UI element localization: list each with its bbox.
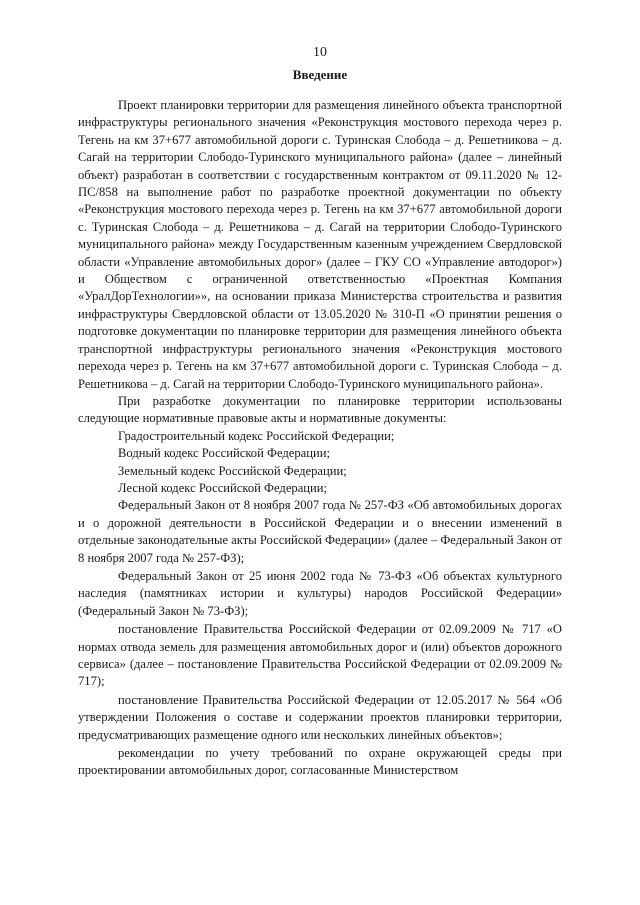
intro-paragraph: Проект планировки территории для размещения линейного объекта транспортной инфраструктуры регионального значения «Реконструкция мостового перехода через р. Тегень на км 37+677 автомобильной дороги с. Туринская Слобода – д. Решетникова – д. Сагай на территории Слободо-Туринского муниципального района» (далее – линейный объект) разработан в соответствии с государственным контрактом от 09.11.2020 № 12-ПС/858 на выполнение работ по разработке проектной документации по объекту «Реконструкция мостового перехода через р. Тегень на км 37+677 автомобильной дороги с. Туринская Слобода – д. Решетникова – д. Сагай на территории Слободо-Туринского муниципального района» между Государственным казенным учреждением Свердловской области «Управление автомобильных дорог» (далее – ГКУ СО «Управление автодорог») и Обществом с ограниченной ответственностью «Проектная Компания «УралДорТехнологии»», на основании приказа Министерства строительства и развития инфраструктуры Свердловской области от 13.05.2020 № 310-П «О принятии решения о подготовке документации по планировке территории для размещения линейного объекта транспортной инфраструктуры регионального значения «Реконструкция мостового перехода через р. Тегень на км 37+677 автомобильной дороги с. Туринская Слобода – д. Решетникова – д. Сагай на территории Слободо-Туринского муниципального района». xyxy=(78,98,562,391)
list-item: рекомендации по учету требований по охране окружающей среды при проектировании автомобильных дорог, согласованные Министерством xyxy=(78,746,562,778)
list-item: Градостроительный кодекс Российской Федерации; xyxy=(118,428,395,443)
list-item: Водный кодекс Российской Федерации; xyxy=(118,446,330,461)
list-item: постановление Правительства Российской Федерации от 12.05.2017 № 564 «Об утверждении Положения о составе и содержании проектов планировки территории, предусматривающих размещение одного или нескольких линейных объектов»; xyxy=(78,692,562,742)
list-item: Лесной кодекс Российской Федерации; xyxy=(118,480,328,495)
regulations-intro-paragraph: При разработке документации по планировке территории использованы следующие нормативные правовые акты и нормативные документы: xyxy=(78,393,562,426)
list-item: Земельный кодекс Российской Федерации; xyxy=(118,463,347,478)
list-item: постановление Правительства Российской Федерации от 02.09.2009 № 717 «О нормах отвода земель для размещения автомобильных дорог и (или) объектов дорожного сервиса» (далее – постановление Правительства Российской Федерации от 02.09.2009 № 717); xyxy=(78,622,562,689)
page-number: 10 xyxy=(313,45,327,60)
document-page xyxy=(78,44,562,780)
list-item: Федеральный Закон от 8 ноября 2007 года № 257-ФЗ «Об автомобильных дорогах и о дорожной деятельности в Российской Федерации и о внесении изменений в отдельные законодательные акты Российской Федерации» (далее – Федеральный Закон от 8 ноября 2007 года № 257-ФЗ); xyxy=(78,498,563,565)
section-heading: Введение xyxy=(292,67,348,82)
list-item: Федеральный Закон от 25 июня 2002 года № 73-ФЗ «Об объектах культурного наследия (памятниках истории и культуры) народов Российской Федерации» (Федеральный Закон № 73-ФЗ); xyxy=(78,568,562,618)
